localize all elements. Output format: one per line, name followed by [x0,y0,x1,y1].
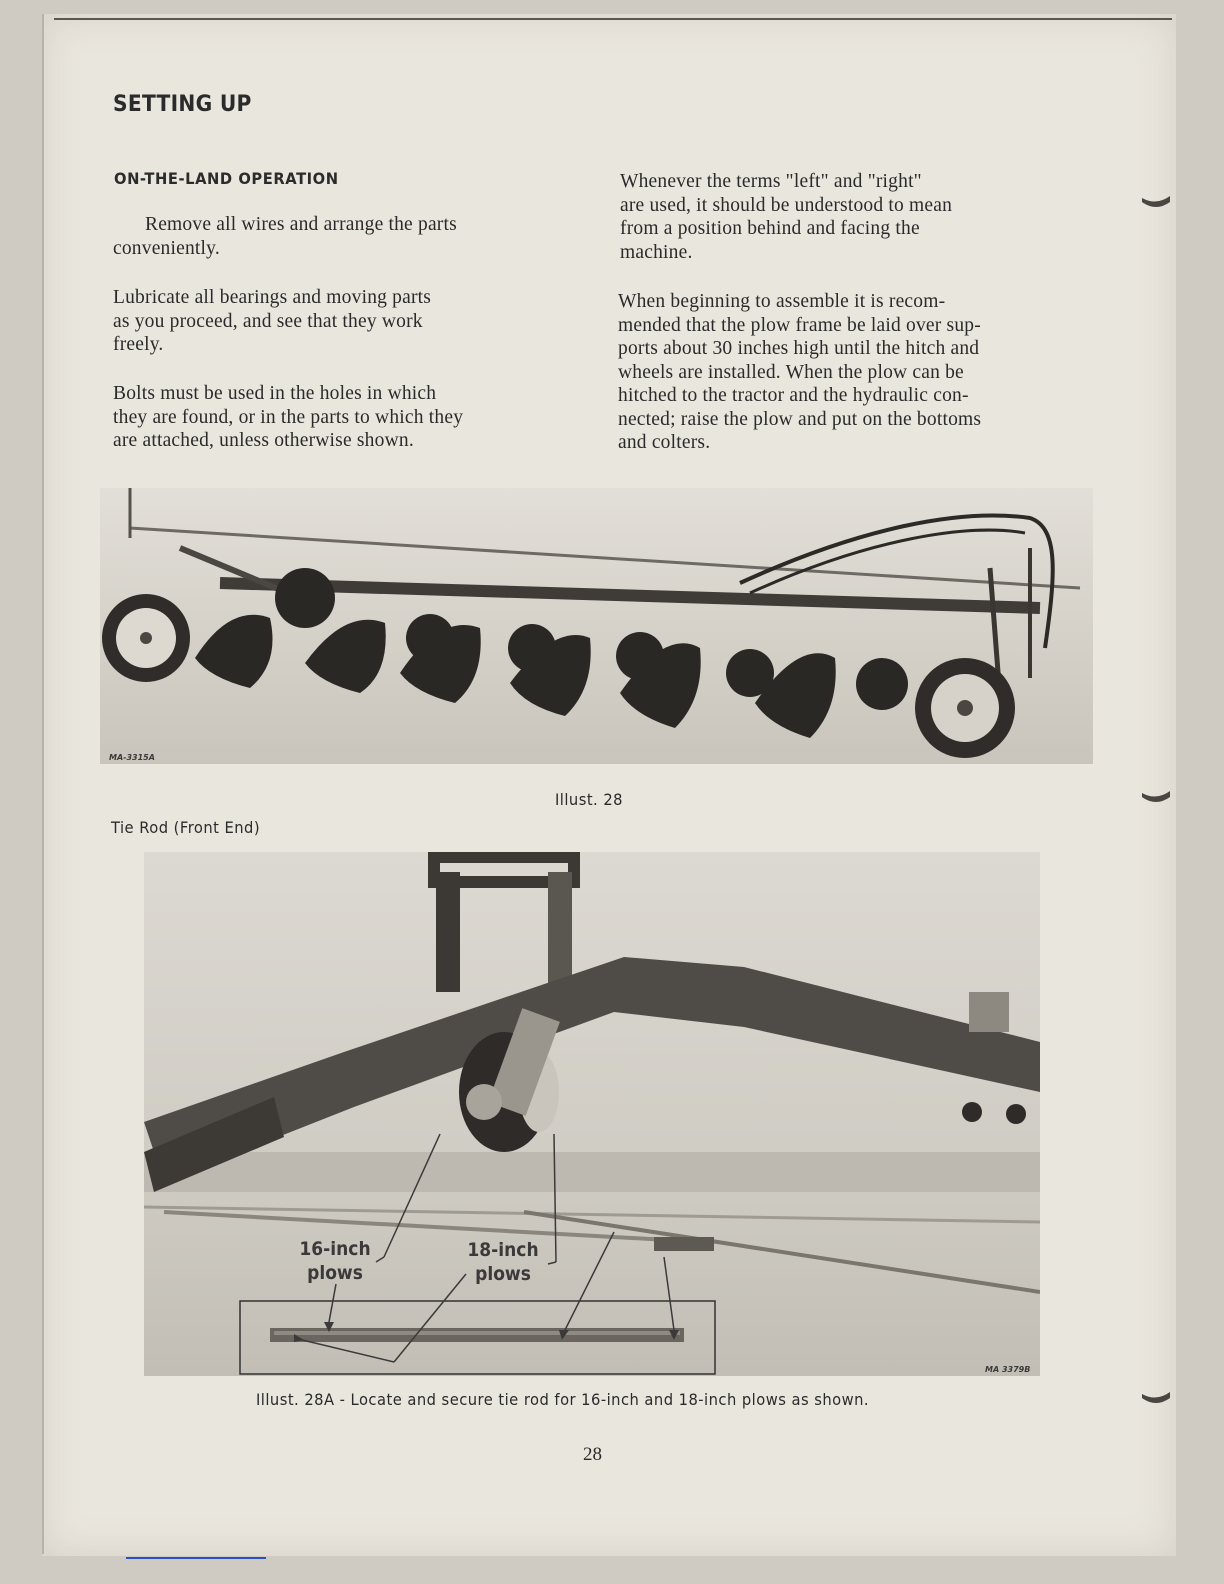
right-paragraph-1: Whenever the terms "left" and "right" are used, it should be understood to mean from a position behind and facing the machine. [620,171,953,263]
figure2-title: Tie Rod (Front End) [111,818,261,837]
right-paragraph-2: When beginning to assemble it is recom- mended that the plow frame be laid over sup- ports about 30 inches high until the hitch and wheels are installed. When the plow can be hitched to the tractor and the hydraulic con- nected; raise the plow and put on the bottoms and colters. [618,291,982,453]
binder-hook-icon [1140,1386,1172,1408]
tie-rod-illustration [144,852,1040,1376]
top-rule [54,18,1172,20]
figure1-code: MA-3315A [109,753,155,762]
left-paragraph-3: Bolts must be used in the holes in which they are found, or in the parts to which they are attached, unless otherwise shown. [113,383,464,451]
page-number: 28 [583,1444,602,1465]
left-paragraph-1: Remove all wires and arrange the parts conveniently. [113,214,457,259]
section-title: SETTING UP [113,92,252,117]
subsection-title: ON-THE-LAND OPERATION [114,169,339,188]
tie-rod-photo [144,852,1040,1376]
binder-hook-icon [1140,785,1172,807]
plow-illustration [100,488,1093,764]
blue-underline [126,1557,266,1559]
callout-18-inch: 18-inch plows [467,1239,539,1285]
plow-photo [100,488,1093,764]
figure2-caption: Illust. 28A - Locate and secure tie rod for 16-inch and 18-inch plows as shown. [256,1390,870,1409]
callout-16-inch: 16-inch plows [299,1238,371,1284]
figure1-caption: Illust. 28 [555,790,623,809]
left-paragraph-2: Lubricate all bearings and moving parts as you proceed, and see that they work freely. [113,287,432,355]
figure2-code: MA 3379B [985,1365,1031,1374]
page-left-edge [42,14,44,1554]
binder-hook-icon [1140,190,1172,212]
